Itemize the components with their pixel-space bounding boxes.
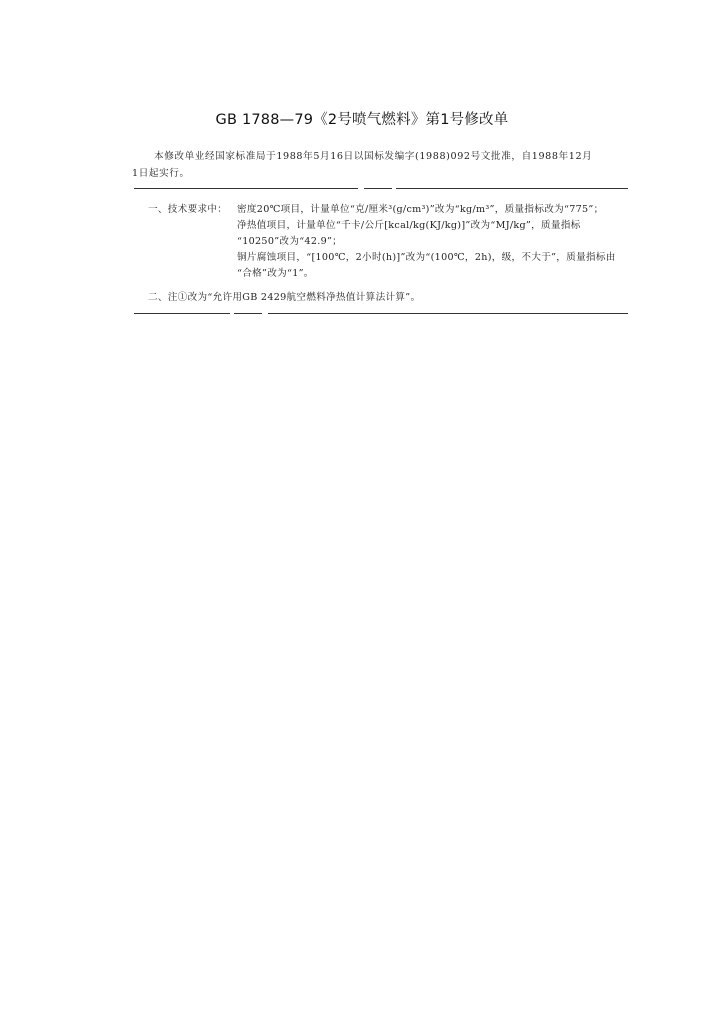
intro-line-2: 1日起实行。 bbox=[132, 168, 190, 179]
item-1-line-5: “合格”改为“1”。 bbox=[237, 268, 314, 279]
item-1-line-1: 密度20℃项目，计量单位“克/厘米³(g/cm³)”改为“kg/m³”，质量指标改为“775”； bbox=[237, 204, 604, 215]
item-1-line-4: 铜片腐蚀项目，“[100℃，2小时(h)]”改为“(100℃，2h)，级，不大于”，质量指标由 bbox=[237, 252, 616, 263]
bottom-rule bbox=[134, 313, 628, 314]
item-1-text bbox=[237, 202, 629, 282]
top-rule bbox=[134, 188, 628, 189]
intro-paragraph bbox=[134, 148, 628, 182]
item-1-line-3: “10250”改为“42.9”； bbox=[237, 236, 343, 247]
intro-line-1: 本修改单业经国家标准局于1988年5月16日以国标发编字(1988)092号文批准，自1988年12月 bbox=[154, 151, 593, 162]
document-title: GB 1788—79《2号喷气燃料》第1号修改单 bbox=[215, 112, 509, 128]
item-1-label: 一、技术要求中： bbox=[148, 204, 228, 215]
item-1-line-2: 净热值项目，计量单位“千卡/公斤[kcal/kg(KJ/kg)]”改为“MJ/kg”，质量指标 bbox=[237, 220, 581, 231]
item-2-label: 二、注①改为“允许用GB 2429航空燃料净热值计算法计算”。 bbox=[148, 292, 421, 303]
